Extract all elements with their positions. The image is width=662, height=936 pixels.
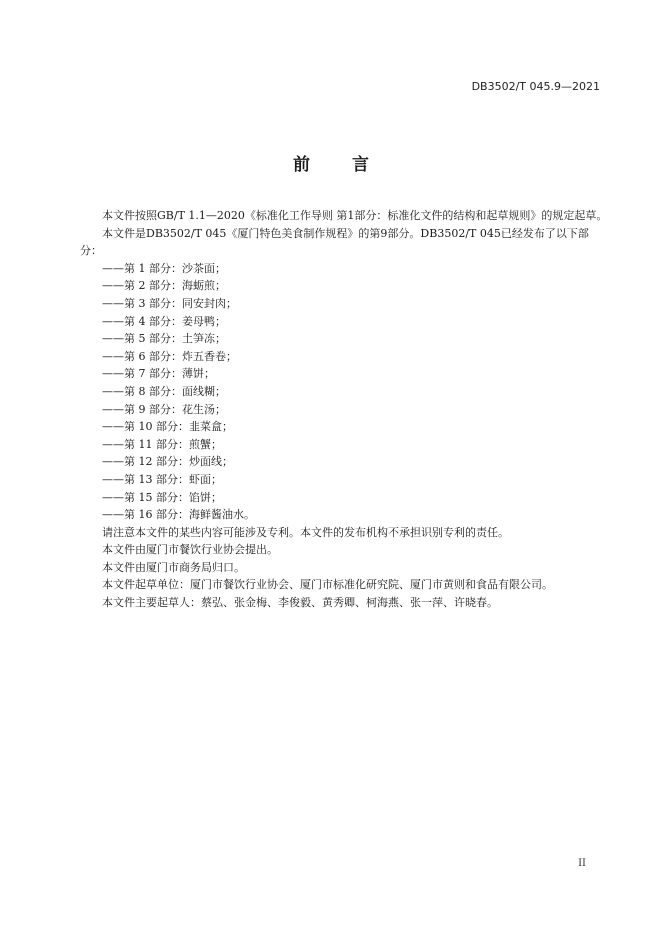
page-title: 前 言 [293, 155, 387, 175]
list-item: ——第 10 部分：韭菜盒； [102, 420, 233, 434]
list-item: ——第 12 部分：炒面线； [102, 455, 233, 469]
list-item: ——第 9 部分：花生汤； [102, 402, 226, 416]
list-item: ——第 6 部分：炸五香卷； [102, 349, 237, 363]
list-item: ——第 3 部分：同安封肉； [102, 296, 237, 310]
list-item: ——第 4 部分：姜母鸭； [102, 314, 226, 328]
paragraph-drafters: 本文件主要起草人：蔡弘、张金梅、李俊毅、黄秀卿、柯海燕、张一萍、许晓春。 [102, 596, 498, 610]
list-item: ——第 7 部分：薄饼； [102, 367, 215, 381]
paragraph-patent-notice: 请注意本文件的某些内容可能涉及专利。本文件的发布机构不承担识别专利的责任。 [102, 525, 509, 539]
paragraph-drafting-rules: 本文件按照GB/T 1.1—2020《标准化工作导则 第1部分：标准化文件的结构和起草规则》的规定起草。 [102, 209, 608, 222]
paragraph-series-info: 本文件是DB3502/T 045《厦门特色美食制作规程》的第9部分。DB3502/T 045已经发布了以下部分： [80, 226, 589, 258]
list-item: ——第 5 部分：土笋冻； [102, 332, 226, 346]
parts-list [80, 260, 610, 524]
page-number: II [578, 858, 586, 869]
foreword-body [80, 207, 610, 612]
paragraph-administrator: 本文件由厦门市商务局归口。 [102, 560, 245, 574]
paragraph-drafting-units: 本文件起草单位：厦门市餐饮行业协会、厦门市标准化研究院、厦门市黄则和食品有限公司。 [102, 578, 553, 592]
list-item: ——第 15 部分：馅饼； [102, 490, 222, 504]
document-code: DB3502/T 045.9—2021 [471, 80, 600, 93]
list-item: ——第 8 部分：面线糊； [102, 384, 226, 398]
paragraph-proposer: 本文件由厦门市餐饮行业协会提出。 [102, 543, 278, 557]
list-item: ——第 11 部分：煎蟹； [102, 437, 222, 451]
list-item: ——第 13 部分：虾面； [102, 472, 222, 486]
list-item: ——第 2 部分：海蛎煎； [102, 279, 226, 293]
list-item: ——第 16 部分：海鲜酱油水。 [102, 508, 255, 522]
list-item: ——第 1 部分：沙茶面； [102, 261, 226, 275]
